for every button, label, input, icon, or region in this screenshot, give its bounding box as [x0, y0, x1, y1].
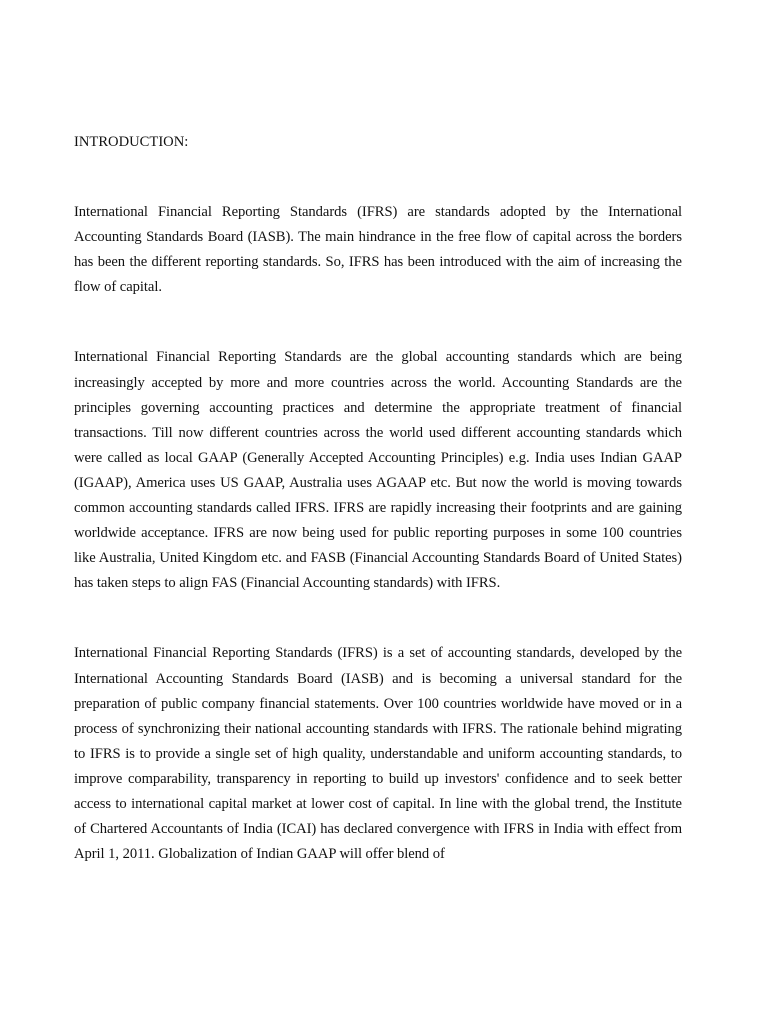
document-body — [74, 130, 682, 867]
paragraph-ifrs-intro: International Financial Reporting Standards (IFRS) are standards adopted by the International Accounting Standards Board (IASB). The main hindrance in the free flow of capital across the borders has been the different reporting standards. So, IFRS has been introduced with the aim of increasing the flow of capital. — [74, 204, 682, 296]
section-heading: INTRODUCTION: — [74, 134, 189, 150]
paragraph-global-standards: International Financial Reporting Standards are the global accounting standards which are being increasingly accepted by more and more countries across the world. Accounting Standards are the principles governing accounting practices and determine the appropriate treatment of financial transactions. Till now different countries across the world used different accounting standards which were called as local GAAP (Generally Accepted Accounting Principles) e.g. India uses Indian GAAP (IGAAP), America uses US GAAP, Australia uses AGAAP etc. But now the world is moving towards common accounting standards called IFRS. IFRS are rapidly increasing their footprints and are gaining worldwide acceptance. IFRS are now being used for public reporting purposes in some 100 countries like Australia, United Kingdom etc. and FASB (Financial Accounting Standards Board of United States) has taken steps to align FAS (Financial Accounting standards) with IFRS. — [74, 349, 682, 592]
paragraph-ifrs-convergence: International Financial Reporting Standards (IFRS) is a set of accounting standards, developed by the International Accounting Standards Board (IASB) and is becoming a universal standard for the preparation of public company financial statements. Over 100 countries worldwide have moved or in a process of synchronizing their national accounting standards with IFRS. The rationale behind migrating to IFRS is to provide a single set of high quality, understandable and uniform accounting standards, to improve comparability, transparency in reporting to build up investors' confidence and to seek better access to international capital market at lower cost of capital. In line with the global trend, the Institute of Chartered Accountants of India (ICAI) has declared convergence with IFRS in India with effect from April 1, 2011. Globalization of Indian GAAP will offer blend of — [74, 645, 682, 863]
